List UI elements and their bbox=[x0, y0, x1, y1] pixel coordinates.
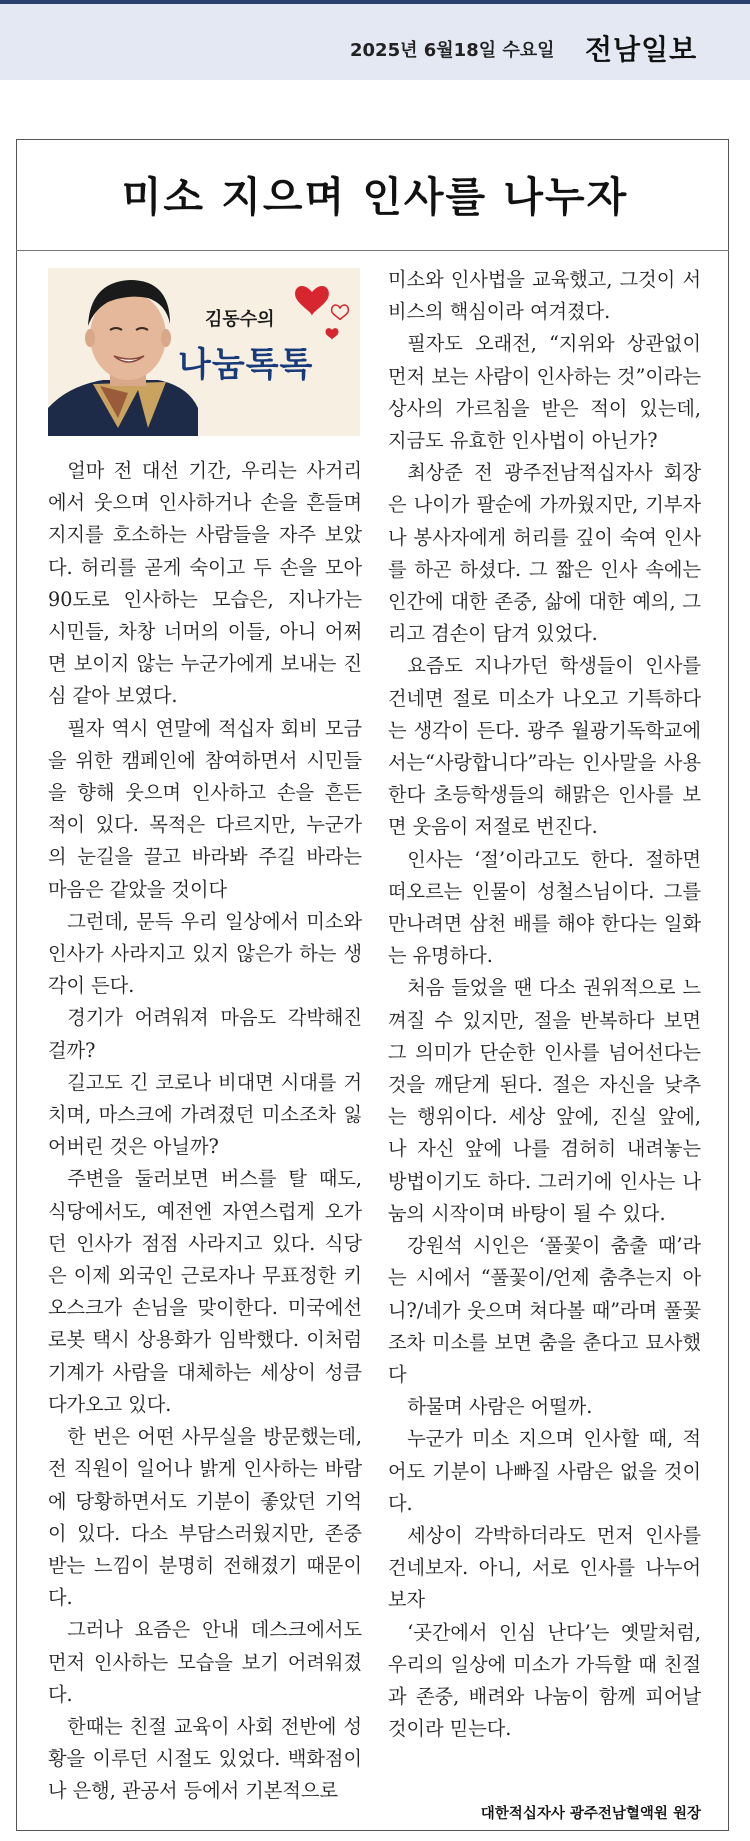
body-paragraph: 세상이 각박하더라도 먼저 인사를 건네보자. 아니, 서로 인사를 나누어 보자 bbox=[388, 1523, 701, 1612]
body-paragraph: 인사는 ‘절’이라고도 한다. 절하면 떠오르는 인물이 성철스님이다. 그를 만나려면 삼천 배를 해야 한다는 일화는 유명하다. bbox=[388, 847, 701, 968]
body-paragraph: 그런데, 문득 우리 일상에서 미소와 인사가 사라지고 있지 않은가 하는 생각이 든다. bbox=[48, 909, 362, 998]
heart-outline-icon bbox=[332, 305, 349, 320]
column-series-name: 나눔톡톡 bbox=[178, 345, 314, 385]
body-paragraph: 필자도 오래전, “지위와 상관없이 먼저 보는 사람이 인사하는 것”이라는 상사의 가르침을 받은 적이 있는데, 지금도 유효한 인사법이 아닌가? bbox=[388, 332, 701, 453]
title-divider bbox=[16, 250, 729, 251]
article-body-right bbox=[388, 264, 701, 1745]
body-paragraph: 미소와 인사법을 교육했고, 그것이 서비스의 핵심이라 여겨졌다. bbox=[388, 268, 701, 324]
newspaper-header bbox=[0, 0, 750, 80]
body-paragraph: 얼마 전 대선 기간, 우리는 사거리에서 웃으며 인사하거나 손을 흔들며 지지를 호소하는 사람들을 자주 보았다. 허리를 곧게 숙이고 두 손을 모아 90도로 인사하는 모습은, 지나가는 시민들, 차창 너머의 이들, 아니 어쩌면 보이지 않는 누군가에게 보내는 진심 같아 보였다. bbox=[48, 459, 362, 708]
body-paragraph: 한 번은 어떤 사무실을 방문했는데, 전 직원이 일어나 밝게 인사하는 바람에 당황하면서도 기분이 좋았던 기억이 있다. 다소 부담스러웠지만, 존중받는 느낌이 분명히 전해졌기 때문이다. bbox=[48, 1425, 362, 1610]
body-paragraph: 요즘도 지나가던 학생들이 인사를 건네면 절로 미소가 나오고 기특하다는 생각이 든다. 광주 월광기독학교에서는“사랑합니다”라는 인사말을 사용한다 초등학생들의 해맑은 인사를 보면 웃음이 저절로 번진다. bbox=[388, 654, 701, 839]
author-byline: 대한적십자사 광주전남혈액원 원장 bbox=[480, 1806, 701, 1822]
newspaper-name: 전남일보 bbox=[585, 33, 698, 66]
body-paragraph: 경기가 어려워져 마음도 각박해진 걸까? bbox=[48, 1006, 362, 1062]
body-paragraph: 누군가 미소 지으며 인사할 때, 적어도 기분이 나빠질 사람은 없을 것이다. bbox=[388, 1427, 701, 1515]
heart-icon bbox=[292, 268, 360, 348]
body-paragraph: 하물며 사람은 어떨까. bbox=[407, 1395, 593, 1419]
body-paragraph: 길고도 긴 코로나 비대면 시대를 거치며, 마스크에 가려졌던 미소조차 잃어버린 것은 아닐까? bbox=[48, 1070, 362, 1159]
body-paragraph: 처음 들었을 땐 다소 권위적으로 느껴질 수 있지만, 절을 반복하다 보면 그 의미가 단순한 인사를 넘어선다는 것을 깨닫게 된다. 절은 자신을 낮추는 행위이다. 세상 앞에, 진실 앞에, 나 자신 앞에 나를 겸허히 내려놓는 방법이기도 하다. 그러기에 인사는 나눔의 시작이며 바탕이 될 수 있다. bbox=[388, 976, 701, 1225]
body-paragraph: 그러나 요즘은 안내 데스크에서도 먼저 인사하는 모습을 보기 어려워졌다. bbox=[48, 1618, 362, 1706]
article-title: 미소 지으며 인사를 나누자 bbox=[121, 173, 629, 221]
body-paragraph: 주변을 둘러보면 버스를 탈 때도, 식당에서도, 예전엔 자연스럽게 오가던 인사가 점점 사라지고 있다. 식당은 이제 외국인 근로자나 무표정한 키오스크가 손님을 맞이한다. 미국에선 로봇 택시 상용화가 임박했다. 이처럼 기계가 사람을 대체하는 세상이 성큼 다가오고 있다. bbox=[48, 1167, 362, 1416]
issue-date: 2025년 6월18일 수요일 bbox=[350, 40, 555, 61]
body-paragraph: 필자 역시 연말에 적십자 회비 모금을 위한 캠페인에 참여하면서 시민들을 향해 웃으며 인사하고 손을 흔든 적이 있다. 목적은 다르지만, 누군가의 눈길을 끌고 바라봐 주길 바라는 마음은 같았을 것이다 bbox=[48, 716, 362, 901]
body-paragraph: 한때는 친절 교육이 사회 전반에 성황을 이루던 시절도 있었다. 백화점이나 은행, 관공서 등에서 기본적으로 bbox=[48, 1714, 362, 1803]
body-paragraph: 강원석 시인은 ‘풀꽃이 춤출 때’라는 시에서 “풀꽃이/언제 춤추는지 아니?/네가 웃으며 쳐다볼 때”라며 풀꽃조차 미소를 보면 춤을 춘다고 묘사했다 bbox=[388, 1234, 701, 1386]
column-author-label: 김동수의 bbox=[205, 309, 275, 330]
article-body-left bbox=[48, 455, 362, 1808]
body-paragraph: 최상준 전 광주전남적십자사 회장은 나이가 팔순에 가까웠지만, 기부자나 봉사자에게 허리를 깊이 숙여 인사를 하곤 하셨다. 그 짧은 인사 속에는 인간에 대한 존중, 삶에 대한 예의, 그리고 겸손이 담겨 있었다. bbox=[388, 461, 701, 646]
body-paragraph: ‘곳간에서 인심 난다’는 옛말처럼, 우리의 일상에 미소가 가득할 때 친절과 존중, 배려와 나눔이 함께 피어날 것이라 믿는다. bbox=[388, 1620, 701, 1741]
